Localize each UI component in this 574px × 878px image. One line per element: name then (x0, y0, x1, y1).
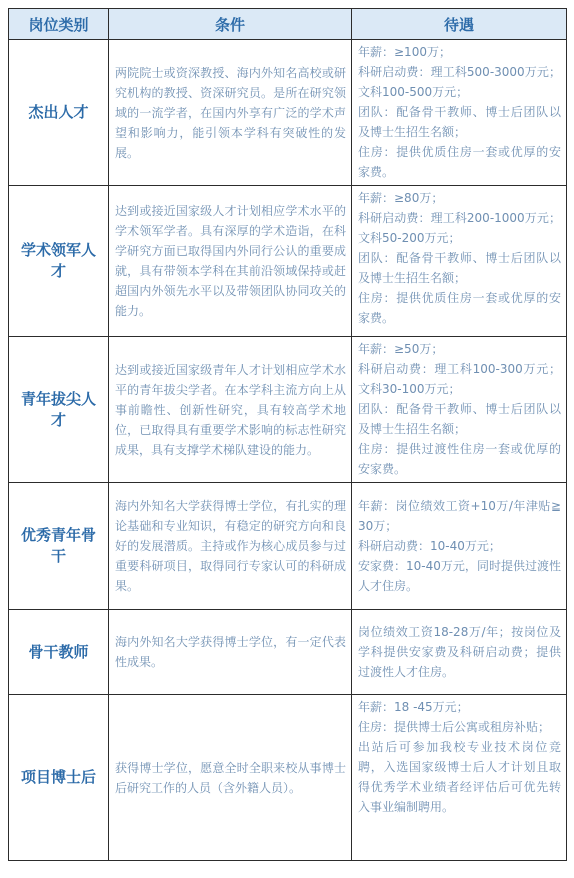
benefit-item: 岗位绩效工资18-28万/年；按岗位及学科提供安家费及科研启动费；提供过渡性人才住房。 (358, 625, 561, 679)
table-row (9, 610, 567, 695)
row-condition: 海内外知名大学获得博士学位，有一定代表性成果。 (109, 610, 352, 695)
benefit-item: 科研启动费：10-40万元； (358, 539, 501, 553)
benefit-item: 年薪：≥100万； (358, 45, 451, 59)
benefit-item: 年薪：≥50万； (358, 342, 444, 356)
row-condition: 获得博士学位，愿意全时全职来校从事博士后研究工作的人员（含外籍人员）。 (109, 695, 352, 861)
table-row (9, 483, 567, 610)
benefit-item: 出站后可参加我校专业技术岗位竞聘，入选国家级博士后人才计划且取得优秀学术业绩者经评估后可优先转入事业编制聘用。 (358, 740, 561, 814)
row-benefits (352, 337, 567, 483)
benefit-item: 科研启动费：理工科100-300万元；文科30-100万元； (358, 362, 561, 396)
benefit-item: 团队：配备骨干教师、博士后团队以及博士生招生名额； (358, 251, 561, 285)
row-category: 学术领军人才 (9, 186, 109, 337)
benefit-item: 年薪：18 -45万元； (358, 700, 469, 714)
row-condition: 两院院士或资深教授、海内外知名高校或研究机构的教授、资深研究员。是所在研究领域的一流学者，在国内外享有广泛的学术声望和影响力，能引领本学科有突破性的发展。 (109, 40, 352, 186)
header-condition: 条件 (109, 9, 352, 40)
row-benefits (352, 610, 567, 695)
row-condition: 达到或接近国家级人才计划相应学术水平的学术领军学者。具有深厚的学术造诣，在科学研究方面已取得国内外同行公认的重要成就，具有带领本学科在其前沿领域保持或赶超国内外领先水平以及带领团队协同攻关的能力。 (109, 186, 352, 337)
row-condition: 达到或接近国家级青年人才计划相应学术水平的青年拔尖学者。在本学科主流方向上从事前瞻性、创新性研究，具有较高学术地位，已取得具有重要学术影响的标志性研究成果，具有支撑学术梯队建设的能力。 (109, 337, 352, 483)
table-row (9, 337, 567, 483)
row-category: 优秀青年骨干 (9, 483, 109, 610)
header-benefit: 待遇 (352, 9, 567, 40)
row-benefits (352, 40, 567, 186)
table-row (9, 186, 567, 337)
benefit-item: 年薪：岗位绩效工资+10万/年津贴≧30万； (358, 499, 561, 533)
benefit-item: 安家费：10-40万元，同时提供过渡性人才住房。 (358, 559, 561, 593)
row-benefits (352, 483, 567, 610)
table-row (9, 40, 567, 186)
benefit-item: 年薪：≥80万； (358, 191, 444, 205)
row-benefits (352, 186, 567, 337)
benefit-item: 科研启动费：理工科200-1000万元；文科50-200万元； (358, 211, 561, 245)
benefit-item: 科研启动费：理工科500-3000万元；文科100-500万元； (358, 65, 561, 99)
benefit-item: 团队：配备骨干教师、博士后团队以及博士生招生名额； (358, 105, 561, 139)
benefit-item: 住房：提供优质住房一套或优厚的安家费。 (358, 291, 561, 325)
row-condition: 海内外知名大学获得博士学位，有扎实的理论基础和专业知识，有稳定的研究方向和良好的发展潜质。主持或作为核心成员参与过重要科研项目，取得同行专家认可的科研成果。 (109, 483, 352, 610)
row-category: 项目博士后 (9, 695, 109, 861)
benefit-item: 住房：提供过渡性住房一套或优厚的安家费。 (358, 442, 561, 476)
row-category: 杰出人才 (9, 40, 109, 186)
benefit-item: 住房：提供优质住房一套或优厚的安家费。 (358, 145, 561, 179)
row-category: 骨干教师 (9, 610, 109, 695)
benefit-item: 团队：配备骨干教师、博士后团队以及博士生招生名额； (358, 402, 561, 436)
table-row (9, 695, 567, 861)
table-header-row (9, 9, 567, 40)
row-category: 青年拔尖人才 (9, 337, 109, 483)
benefit-item: 住房：提供博士后公寓或租房补贴； (358, 720, 551, 734)
header-category: 岗位类别 (9, 9, 109, 40)
talent-recruitment-table (8, 8, 567, 861)
row-benefits (352, 695, 567, 861)
